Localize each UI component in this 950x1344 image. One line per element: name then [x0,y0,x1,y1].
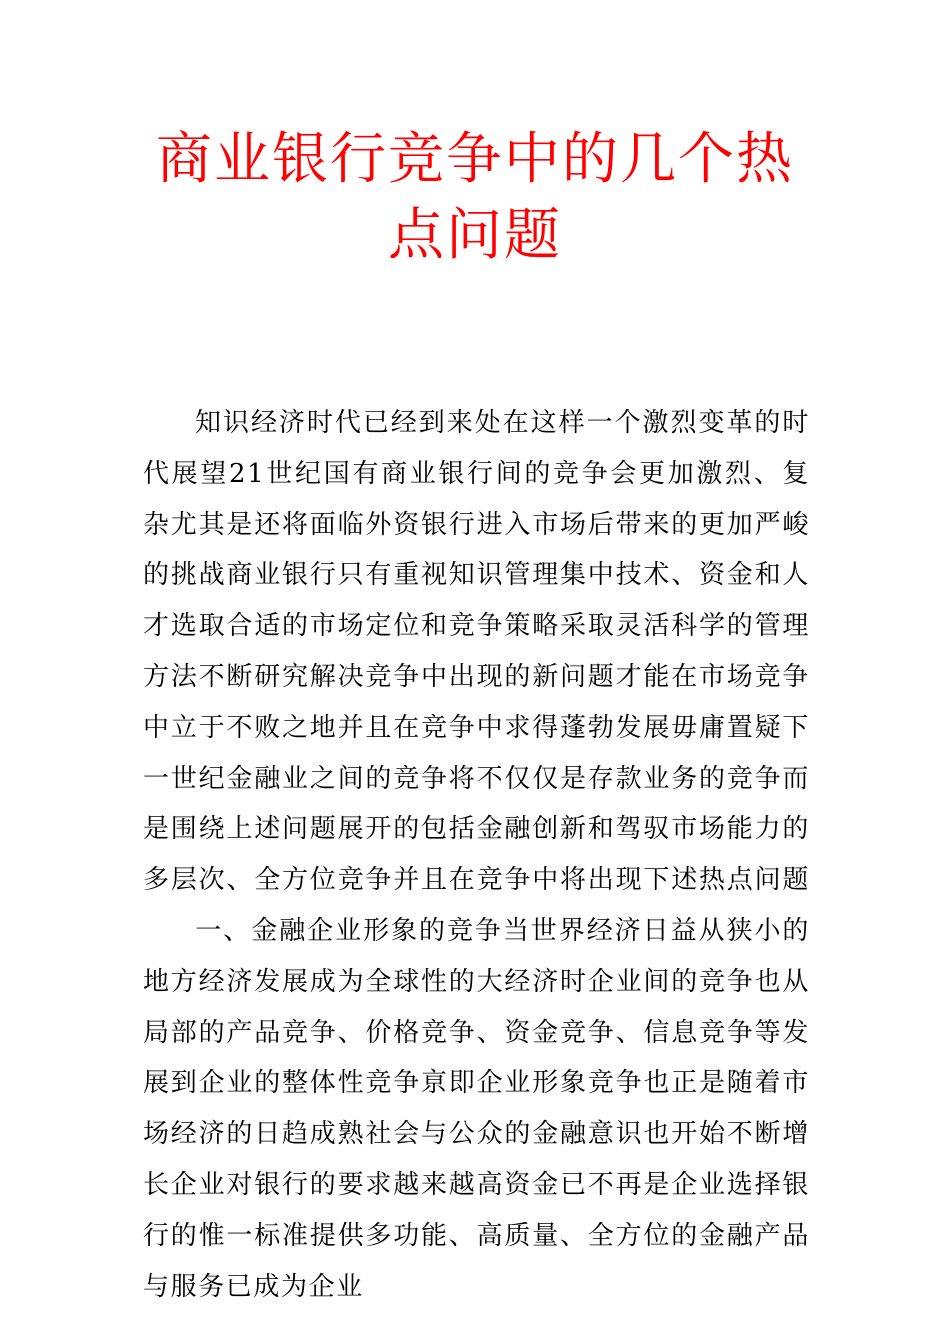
body-text-part-1: 知识经济时代已经到来处在这样一个激烈变革的时代展望21世纪国有商业银行间的竞争会更加激烈、复杂尤其是还将面临外资银行进入市场后带来的更加严峻的挑战商业银行只有重视知识管理集中技术、资金和人才选取合适的市场定位和竞争策略采取灵活科学的管理方法不断研究解决竞争中出现的新问题才能在市场竞争中立于不败之地并且在竞争中求得蓬勃发展毋庸置疑下一世纪金融业之间的竞争将不仅仅是存款业务的竞争而是围绕上述问题展开的包括金融创新和驾驭市场能力的多层次、全方位竞争并且在竞争中将出现下述热点问题 [143,408,810,896]
title-line-2: 点问题 [388,203,562,268]
body-text-part-2: 一、金融企业形象的竞争当世界经济日益从狭小的地方经济发展成为全球性的大经济时企业间的竞争也从局部的产品竞争、价格竞争、资金竞争、信息竞争等发展到企业的整体性竞争亰即企业形象竞争也正是随着市场经济的日趋成熟社会与公众的金融意识也开始不断增长企业对银行的要求越来越高资金已不再是企业选择银行的惟一标准提供多功能、高质量、全方位的金融产品与服务已成为企业 [143,915,810,1302]
title-line-1: 商业银行竞争中的几个热 [156,127,794,192]
body-paragraph [143,398,810,1312]
document-title [140,122,810,274]
